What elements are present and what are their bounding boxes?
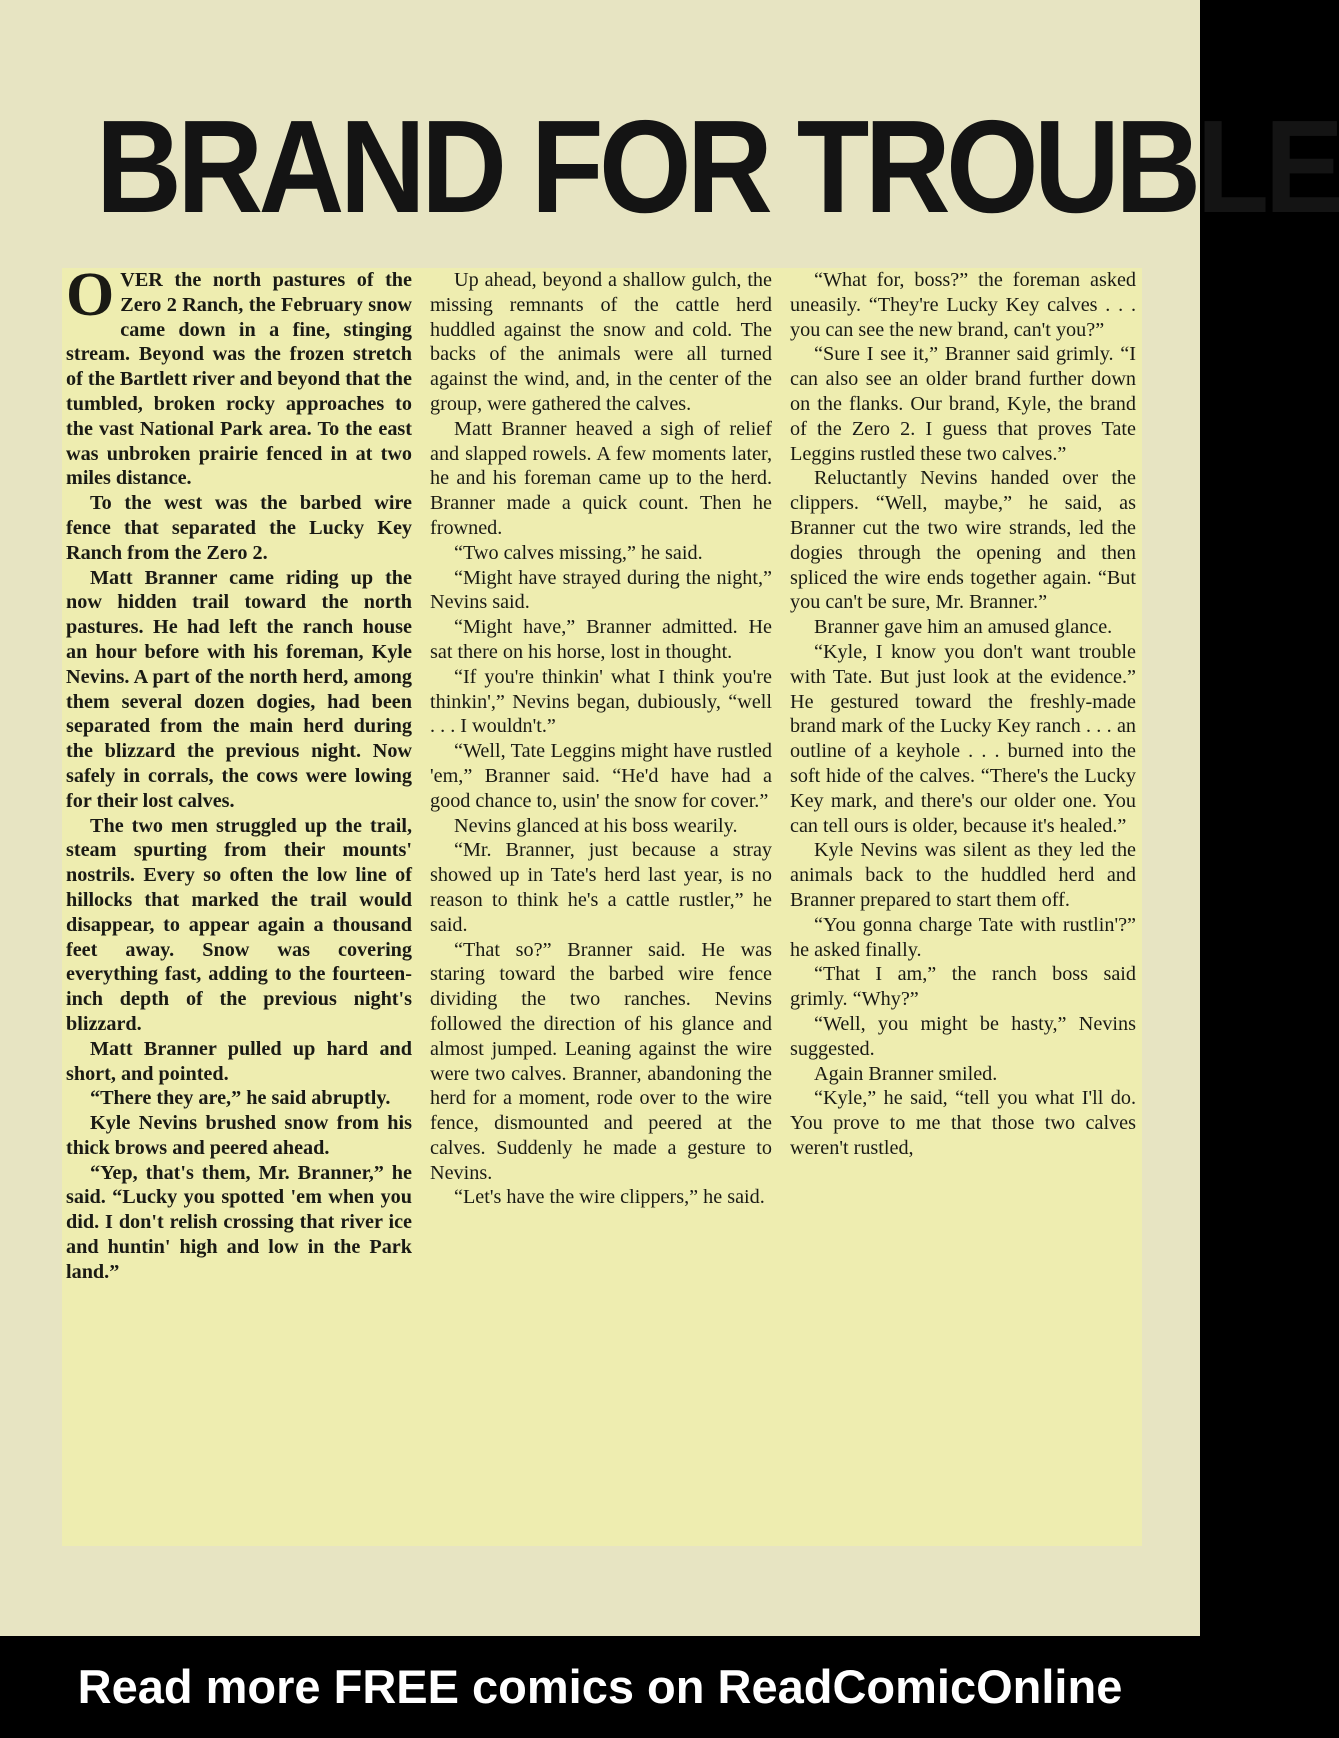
paragraph: “What for, boss?” the foreman asked uneasily. “They're Lucky Key calves . . . you can see the new brand, can't you?” bbox=[790, 269, 1136, 341]
promo-footer-banner: Read more FREE comics on ReadComicOnline bbox=[0, 1636, 1200, 1738]
paragraph: Again Branner smiled. bbox=[814, 1062, 998, 1085]
paragraph: “You gonna charge Tate with rustlin'?” he asked finally. bbox=[790, 913, 1136, 961]
paragraph: “Yep, that's them, Mr. Branner,” he said. “Lucky you spotted 'em when you did. I don't relish crossing that river ice and huntin' high and low in the Park land.” bbox=[66, 1161, 412, 1283]
paragraph: Reluctantly Nevins handed over the clippers. “Well, maybe,” he said, as Branner cut the two wire strands, led the dogies through the opening and then spliced the wire ends together again. “But you can't be sure, Mr. Branner.” bbox=[790, 467, 1136, 614]
paragraph: “Mr. Branner, just because a stray showed up in Tate's herd last year, is no reason to think he's a cattle rustler,” he said. bbox=[430, 839, 772, 936]
opening-paragraph-text: VER the north pastures of the Zero 2 Ranch, the February snow came down in a fine, stinging stream. Beyond was the frozen stretch of the Bartlett river and beyond that the tumbled, broken rocky approaches to the vast National Park area. To the east was unbroken prairie fenced in at two miles distance. bbox=[66, 269, 412, 490]
paragraph: Matt Branner pulled up hard and short, and pointed. bbox=[66, 1037, 412, 1085]
paragraph: Nevins glanced at his boss wearily. bbox=[454, 814, 738, 837]
opening-paragraph bbox=[66, 261, 412, 491]
paragraph: “If you're thinkin' what I think you're thinkin',” Nevins began, dubiously, “well . . . I wouldn't.” bbox=[430, 665, 772, 738]
paragraph: “Let's have the wire clippers,” he said. bbox=[454, 1186, 765, 1209]
paragraph: “Sure I see it,” Branner said grimly. “I can also see an older brand further down on the flanks. Our brand, Kyle, the brand of the Zero 2. I guess that proves Tate Leggins rustled these two calves.” bbox=[790, 343, 1136, 465]
paragraph: Matt Branner heaved a sigh of relief and slapped rowels. A few moments later, he and his foreman came up to the herd. Branner made a quick count. Then he frowned. bbox=[430, 417, 772, 539]
paragraph: “Might have strayed during the night,” Nevins said. bbox=[430, 566, 772, 614]
text-column-3 bbox=[790, 268, 1136, 1546]
paragraph: “Might have,” Branner admitted. He sat there on his horse, lost in thought. bbox=[430, 616, 772, 663]
paragraph: Matt Branner came riding up the now hidden trail toward the north pastures. He had left the ranch house an hour before with his foreman, Kyle Nevins. A part of the north herd, among them several dozen dogies, had been separated from the main herd during the blizzard the previous night. Now safely in corrals, the cows were lowing for their lost calves. bbox=[66, 566, 412, 812]
paragraph: “Well, Tate Leggins might have rustled 'em,” Branner said. “He'd have had a good chance to, usin' the snow for cover.” bbox=[430, 740, 772, 812]
paragraph: “Well, you might be hasty,” Nevins suggested. bbox=[790, 1012, 1136, 1060]
story-title: BRAND FOR TROUBLE bbox=[96, 93, 1339, 240]
paragraph: “That so?” Branner said. He was staring toward the barbed wire fence dividing the two ranches. Nevins followed the direction of his glance and almost jumped. Leaning against the wire were two calves. Branner, abandoning the herd for a moment, rode over to the wire fence, dismounted and peered at the calves. Suddenly he made a gesture to Nevins. bbox=[430, 938, 772, 1184]
drop-cap: O bbox=[66, 261, 115, 329]
paragraph: “Kyle, I know you don't want trouble with Tate. But just look at the evidence.” He gestured toward the freshly-made brand mark of the Lucky Key ranch . . . an outline of a keyhole . . . burned into the soft hide of the calves. “There's the Lucky Key mark, and there's our older one. You can tell ours is older, because it's healed.” bbox=[790, 640, 1136, 837]
text-column-1 bbox=[66, 261, 412, 1546]
paragraph: Branner gave him an amused glance. bbox=[814, 616, 1113, 639]
paragraph: “There they are,” he said abruptly. bbox=[90, 1087, 391, 1110]
story-text-box bbox=[62, 261, 1142, 1546]
paragraph: The two men struggled up the trail, steam spurting from their mounts' nostrils. Every so often the low line of hillocks that marked the trail would disappear, to appear again a thousand feet away. Snow was covering everything fast, adding to the fourteen-inch depth of the previous night's blizzard. bbox=[66, 814, 412, 1035]
paragraph: “That I am,” the ranch boss said grimly. “Why?” bbox=[790, 963, 1136, 1011]
paragraph: “Kyle,” he said, “tell you what I'll do. You prove to me that those two calves weren't rustled, bbox=[790, 1087, 1136, 1159]
paragraph: To the west was the barbed wire fence that separated the Lucky Key Ranch from the Zero 2. bbox=[66, 492, 412, 564]
paragraph: Kyle Nevins was silent as they led the animals back to the huddled herd and Branner prepared to start them off. bbox=[790, 839, 1136, 911]
text-column-2 bbox=[430, 268, 772, 1546]
paragraph: “Two calves missing,” he said. bbox=[454, 541, 703, 564]
paragraph: Kyle Nevins brushed snow from his thick brows and peered ahead. bbox=[66, 1112, 412, 1159]
paragraph: Up ahead, beyond a shallow gulch, the missing remnants of the cattle herd huddled against the snow and cold. The backs of the animals were all turned against the wind, and, in the center of the group, were gathered the calves. bbox=[430, 269, 772, 415]
